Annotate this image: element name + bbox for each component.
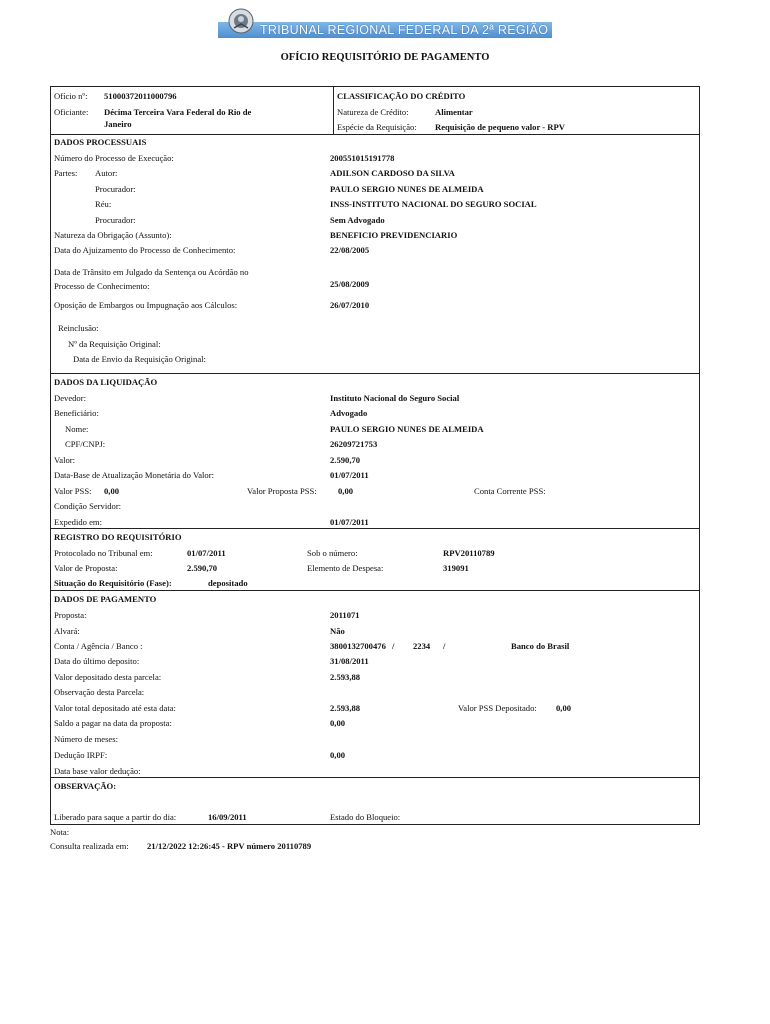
data-base-deducao-label: Data base valor dedução: (54, 766, 141, 776)
ultimo-deposito-value: 31/08/2011 (330, 656, 369, 666)
conta-value: 3800132700476 (330, 641, 386, 651)
valor-total-label: Valor total depositado até esta data: (54, 703, 176, 713)
nome-label: Nome: (65, 424, 89, 434)
requisicao-original-label: Nº da Requisição Original: (68, 339, 161, 349)
liberado-label: Liberado para saque a partir do dia: (54, 812, 177, 822)
procurador-reu-label: Procurador: (95, 215, 136, 225)
natureza-obrigacao-value: BENEFICIO PREVIDENCIARIO (330, 230, 458, 240)
protocolado-label: Protocolado no Tribunal em: (54, 548, 153, 558)
valor-depositado-value: 2.593,88 (330, 672, 361, 682)
proposta-label: Proposta: (54, 610, 87, 620)
section-divider (50, 528, 700, 529)
alvara-label: Alvará: (54, 626, 80, 636)
section-divider (50, 134, 700, 135)
section-divider (50, 373, 700, 374)
transito-value: 25/08/2009 (330, 279, 370, 289)
consulta-value: 21/12/2022 12:26:45 - RPV número 20110789 (147, 841, 312, 851)
reinclusao-label: Reinclusão: (58, 323, 99, 333)
envio-requisicao-label: Data de Envio da Requisição Original: (73, 354, 206, 364)
estado-bloqueio-label: Estado do Bloqueio: (330, 812, 401, 822)
proposta-value: 2011071 (330, 610, 360, 620)
section-divider (50, 777, 700, 778)
banco-value: Banco do Brasil (511, 641, 570, 651)
pagamento-title: DADOS DE PAGAMENTO (54, 594, 157, 604)
agencia-value: 2234 (413, 641, 431, 651)
alvara-value: Não (330, 626, 345, 636)
autor-value: ADILSON CARDOSO DA SILVA (330, 168, 455, 178)
devedor-label: Devedor: (54, 393, 86, 403)
autor-label: Autor: (95, 168, 118, 178)
expedido-label: Expedido em: (54, 517, 102, 527)
protocolado-value: 01/07/2011 (187, 548, 226, 558)
oficio-number-label: Ofício nº: (54, 91, 88, 101)
oficiante-value: Décima Terceira Vara Federal do Rio de (104, 107, 252, 117)
oficiante-label: Oficiante: (54, 107, 89, 117)
elemento-despesa-value: 319091 (443, 563, 469, 573)
coat-of-arms-icon (228, 8, 254, 34)
natureza-obrigacao-label: Natureza da Obrigação (Assunto): (54, 230, 172, 240)
valor-proposta-value: 2.590,70 (187, 563, 218, 573)
deducao-irpf-value: 0,00 (330, 750, 346, 760)
cpf-value: 26209721753 (330, 439, 378, 449)
oposicao-label: Oposição de Embargos ou Impugnação aos Cálculos: (54, 300, 238, 310)
oficio-number-value: 51000372011000796 (104, 91, 177, 101)
liquidacao-title: DADOS DA LIQUIDAÇÃO (54, 377, 158, 387)
numero-meses-label: Número de meses: (54, 734, 118, 744)
especie-requisicao-value: Requisição de pequeno valor - RPV (435, 122, 565, 132)
especie-requisicao-label: Espécie da Requisição: (337, 122, 417, 132)
saldo-value: 0,00 (330, 718, 346, 728)
cpf-label: CPF/CNPJ: (65, 439, 106, 449)
form-frame (50, 86, 700, 825)
ajuizamento-label: Data do Ajuizamento do Processo de Conhecimento: (54, 245, 236, 255)
conta-corrente-pss-label: Conta Corrente PSS: (474, 486, 546, 496)
valor-pss-label: Valor PSS: (54, 486, 92, 496)
agencia-separator: / (443, 641, 446, 651)
valor-depositado-label: Valor depositado desta parcela: (54, 672, 162, 682)
valor-proposta-pss-label: Valor Proposta PSS: (247, 486, 317, 496)
observacao-title: OBSERVAÇÃO: (54, 781, 117, 791)
valor-proposta-label: Valor de Proposta: (54, 563, 118, 573)
liberado-value: 16/09/2011 (208, 812, 247, 822)
observacao-parcela-label: Observação desta Parcela: (54, 687, 145, 697)
nota-label: Nota: (50, 827, 70, 837)
ajuizamento-value: 22/08/2005 (330, 245, 370, 255)
valor-label: Valor: (54, 455, 76, 465)
pss-depositado-value: 0,00 (556, 703, 572, 713)
sob-numero-label: Sob o número: (307, 548, 358, 558)
valor-proposta-pss-value: 0,00 (338, 486, 354, 496)
devedor-value: Instituto Nacional do Seguro Social (330, 393, 460, 403)
reu-value: INSS-INSTITUTO NACIONAL DO SEGURO SOCIAL (330, 199, 537, 209)
saldo-label: Saldo a pagar na data da proposta: (54, 718, 172, 728)
partes-label: Partes: (54, 168, 78, 178)
beneficiario-label: Beneficiário: (54, 408, 99, 418)
procurador-label: Procurador: (95, 184, 136, 194)
banner-title: TRIBUNAL REGIONAL FEDERAL DA 2ª REGIÃO (260, 23, 549, 37)
registro-title: REGISTRO DO REQUISITÓRIO (54, 532, 182, 542)
valor-pss-value: 0,00 (104, 486, 120, 496)
procurador-reu-value: Sem Advogado (330, 215, 385, 225)
classificacao-title: CLASSIFICAÇÃO DO CRÉDITO (337, 91, 466, 101)
ultimo-deposito-label: Data do último deposito: (54, 656, 140, 666)
nome-value: PAULO SERGIO NUNES DE ALMEIDA (330, 424, 484, 434)
section-divider (50, 590, 700, 591)
natureza-credito-value: Alimentar (435, 107, 473, 117)
transito-label-line2: Processo de Conhecimento: (54, 281, 150, 291)
condicao-servidor-label: Condição Servidor: (54, 501, 122, 511)
conta-separator: / (392, 641, 395, 651)
consulta-label: Consulta realizada em: (50, 841, 129, 851)
valor-total-value: 2.593,88 (330, 703, 361, 713)
expedido-value: 01/07/2011 (330, 517, 369, 527)
processo-value: 200551015191778 (330, 153, 395, 163)
conta-agencia-banco-label: Conta / Agência / Banco : (54, 641, 143, 651)
elemento-despesa-label: Elemento de Despesa: (307, 563, 384, 573)
oficio-divider (333, 86, 334, 134)
oposicao-value: 26/07/2010 (330, 300, 370, 310)
pss-depositado-label: Valor PSS Depositado: (458, 703, 537, 713)
beneficiario-value: Advogado (330, 408, 368, 418)
procurador-value: PAULO SERGIO NUNES DE ALMEIDA (330, 184, 484, 194)
oficiante-value-line2: Janeiro (104, 119, 132, 129)
processuais-title: DADOS PROCESSUAIS (54, 137, 147, 147)
valor-value: 2.590,70 (330, 455, 361, 465)
tribunal-banner (218, 8, 552, 38)
deducao-irpf-label: Dedução IRPF: (54, 750, 108, 760)
data-base-value: 01/07/2011 (330, 470, 369, 480)
processo-label: Número do Processo de Execução: (54, 153, 174, 163)
situacao-label: Situação do Requisitório (Fase): (54, 578, 172, 588)
sob-numero-value: RPV20110789 (443, 548, 495, 558)
transito-label: Data de Trânsito em Julgado da Sentença ou Acórdão no (54, 267, 249, 277)
situacao-value: depositado (208, 578, 248, 588)
data-base-label: Data-Base de Atualização Monetária do Valor: (54, 470, 214, 480)
document-title: OFÍCIO REQUISITÓRIO DE PAGAMENTO (280, 52, 490, 63)
natureza-credito-label: Natureza de Crédito: (337, 107, 409, 117)
reu-label: Réu: (95, 199, 112, 209)
